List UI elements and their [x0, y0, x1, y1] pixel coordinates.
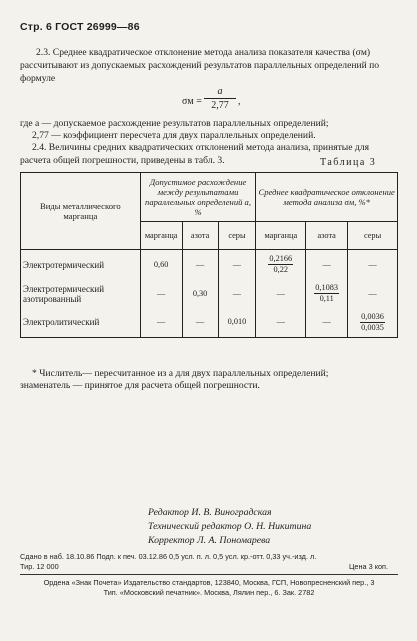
row-name: Электротермический	[21, 250, 141, 280]
pub-price: Цена 3 коп.	[349, 562, 388, 571]
credit-tech-editor: Технический редактор О. Н. Никитина	[148, 521, 312, 532]
cell: —	[256, 308, 306, 338]
formula-lhs: σм =	[182, 96, 202, 107]
cell-denominator: 0,0035	[361, 322, 384, 332]
cell-fraction	[306, 280, 348, 308]
paragraph-2-4: 2.4. Величины средних квадратических отклонений метода анализа, принятые для расчета общей погрешности, приведены в табл. 3.	[20, 142, 369, 166]
cell-fraction	[348, 308, 398, 338]
cell-numerator: 0,2166	[269, 254, 293, 264]
table-row	[21, 280, 398, 308]
where-line-2: 2,77 — коэффициент пересчета для двух параллельных определений.	[32, 130, 316, 141]
formula-fraction-line	[204, 98, 236, 99]
table-row	[21, 250, 398, 280]
cell-denominator: 0,11	[319, 294, 334, 303]
formula-denominator: 2,77	[211, 100, 229, 111]
cell: 0,30	[182, 280, 218, 308]
col-header-allowed-difference: Допустимое расхождение между результатами параллельных определений a, %	[140, 173, 256, 222]
row-name: Электротермический азотированный	[21, 280, 141, 308]
footnote-line-1: * Числитель— пересчитанное из a для двух параллельных определений;	[32, 368, 329, 379]
row-name: Электролитический	[21, 308, 141, 338]
subhead-nitrogen: азота	[182, 222, 218, 250]
col-header-grade: Виды металлического марганца	[21, 173, 141, 250]
col-header-std-deviation: Среднее квадратическое отклонение метода анализа σм, %*	[256, 173, 398, 222]
cell: —	[140, 308, 182, 338]
cell: —	[348, 280, 398, 308]
formula-tail: ,	[238, 96, 241, 107]
credits	[148, 506, 398, 548]
cell: —	[218, 250, 256, 280]
page-header: Стр. 6 ГОСТ 26999—86	[20, 21, 140, 33]
cell: —	[306, 308, 348, 338]
cell-numerator: 0,1083	[315, 283, 339, 292]
divider	[20, 574, 398, 575]
pub-line-2	[20, 562, 398, 572]
cell: —	[182, 250, 218, 280]
cell-numerator: 0,0036	[361, 311, 384, 321]
cell: —	[256, 280, 306, 308]
cell: —	[348, 250, 398, 280]
pub-line-1: Сдано в наб. 18.10.86 Подп. к печ. 03.12.86 0,5 усл. п. л. 0,5 усл. кр.-отт. 0,33 уч.-изд. л.	[20, 552, 317, 561]
cell-fraction	[256, 250, 306, 280]
pub-line-3: Ордена «Знак Почета» Издательство стандартов, 123840, Москва, ГСП, Новопресненский пер., 3	[43, 578, 375, 587]
pub-circulation: Тир. 12 000	[20, 562, 59, 571]
table-row	[21, 308, 398, 338]
subhead-sulfur: серы	[218, 222, 256, 250]
subhead-sulfur: серы	[348, 222, 398, 250]
cell: 0,010	[218, 308, 256, 338]
credit-editor: Редактор И. В. Виноградская	[148, 507, 272, 518]
table-caption: Таблица 3	[320, 157, 377, 168]
where-line-1: где a — допускаемое расхождение результатов параллельных определений;	[20, 118, 329, 129]
subhead-nitrogen: азота	[306, 222, 348, 250]
subhead-manganese: марганца	[256, 222, 306, 250]
cell: —	[182, 308, 218, 338]
data-table	[20, 172, 398, 338]
paragraph-2-3: 2.3. Среднее квадратическое отклонение метода анализа показателя качества (σм) рассчитывают из допускаемых расхождений результатов параллельных определений по формуле	[20, 47, 380, 84]
cell: —	[140, 280, 182, 308]
cell: —	[218, 280, 256, 308]
formula-numerator: a	[217, 86, 223, 97]
subhead-manganese: марганца	[140, 222, 182, 250]
cell: —	[306, 250, 348, 280]
formula-fraction	[204, 86, 236, 111]
pub-line-4: Тип. «Московский печатник». Москва, Лялин пер., 6. Зак. 2782	[103, 588, 315, 597]
cell: 0,60	[140, 250, 182, 280]
credit-proofreader: Корректор Л. А. Пономарева	[148, 535, 271, 546]
footnote-line-2: знаменатель — принятое для расчета общей погрешности.	[20, 380, 260, 391]
cell-denominator: 0,22	[273, 265, 289, 275]
